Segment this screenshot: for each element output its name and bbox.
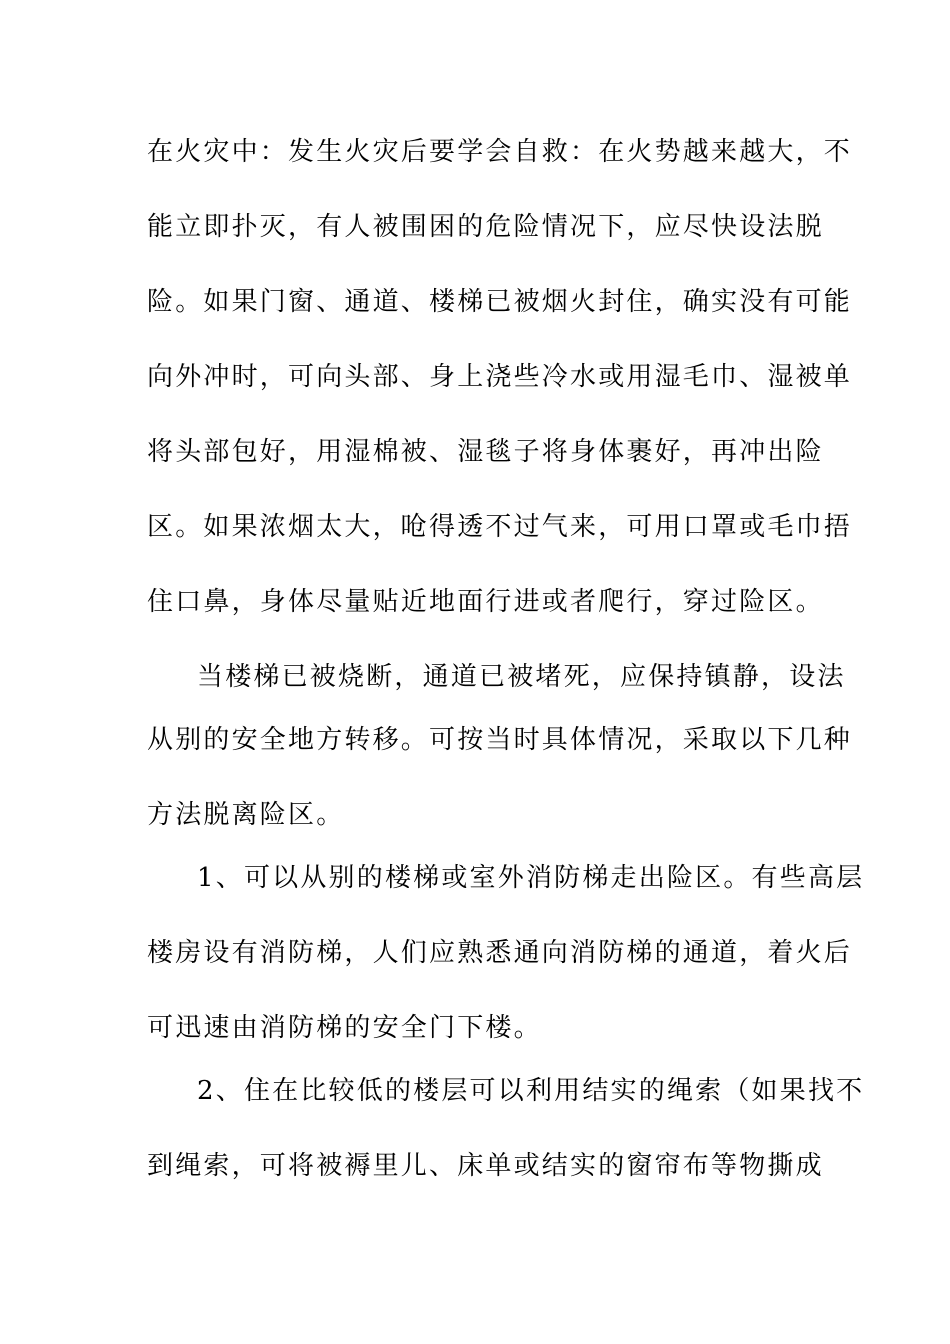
paragraph-line: 当楼梯已被烧断，通道已被堵死，应保持镇静，设法 <box>197 662 846 692</box>
paragraph-line: 住口鼻，身体尽量贴近地面行进或者爬行，穿过险区。 <box>147 587 824 617</box>
paragraph-line: 将头部包好，用湿棉被、湿毯子将身体裹好，再冲出险 <box>147 437 824 467</box>
paragraph-line: 能立即扑灭，有人被围困的危险情况下，应尽快设法脱 <box>147 212 824 242</box>
paragraph-line: 向外冲时，可向头部、身上浇些冷水或用湿毛巾、湿被单 <box>147 362 853 392</box>
paragraph-line: 可迅速由消防梯的安全门下楼。 <box>147 1013 542 1043</box>
paragraph-line: 从别的安全地方转移。可按当时具体情况，采取以下几种 <box>147 725 853 755</box>
paragraph-line: 在火灾中：发生火灾后要学会自救：在火势越来越大，不 <box>147 137 853 167</box>
paragraph-line: 楼房设有消防梯，人们应熟悉通向消防梯的通道，着火后 <box>147 938 853 968</box>
paragraph-line: 方法脱离险区。 <box>147 800 345 830</box>
paragraph-line: 1、可以从别的楼梯或室外消防梯走出险区。有些高层 <box>197 863 865 893</box>
paragraph-line: 到绳索，可将被褥里儿、床单或结实的窗帘布等物撕成 <box>147 1151 824 1181</box>
paragraph-line: 险。如果门窗、通道、楼梯已被烟火封住，确实没有可能 <box>147 287 853 317</box>
paragraph-line: 区。如果浓烟太大，呛得透不过气来，可用口罩或毛巾捂 <box>147 512 853 542</box>
paragraph-line: 2、住在比较低的楼层可以利用结实的绳索（如果找不 <box>197 1076 865 1106</box>
